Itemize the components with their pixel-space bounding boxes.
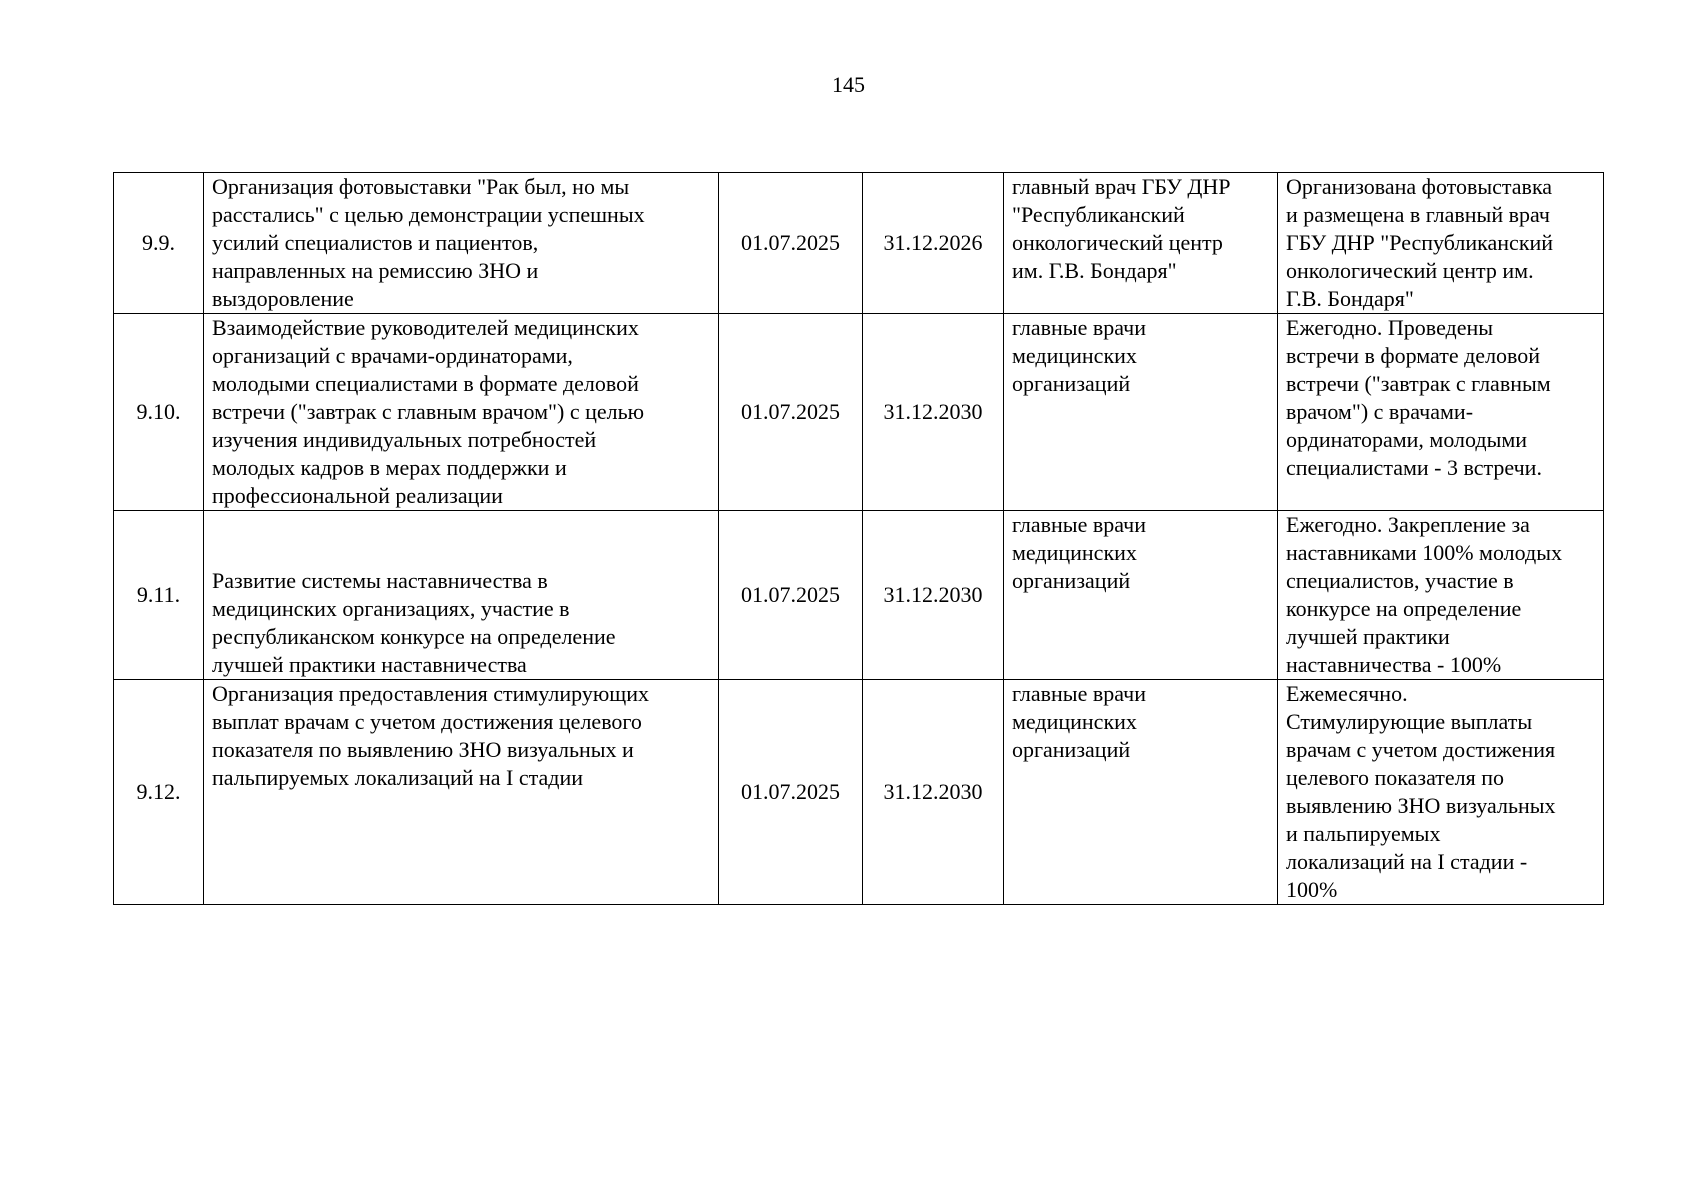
item-number: 9.9. — [114, 173, 204, 314]
expected-result: Ежегодно. Закрепление за наставниками 100% молодых специалистов, участие в конкурсе на определение лучшей практики наставничества - 100% — [1278, 511, 1604, 680]
expected-result: Организована фотовыставка и размещена в главный врач ГБУ ДНР "Республиканский онкологический центр им. Г.В. Бондаря" — [1278, 173, 1604, 314]
start-date: 01.07.2025 — [719, 314, 863, 511]
end-date: 31.12.2030 — [863, 314, 1004, 511]
start-date: 01.07.2025 — [719, 511, 863, 680]
task-description: Взаимодействие руководителей медицинских организаций с врачами-ординаторами, молодыми специалистами в формате деловой встречи ("завтрак с главным врачом") с целью изучения индивидуальных потребностей молодых кадров в мерах поддержки и профессиональной реализации — [204, 314, 719, 511]
task-description: Организация предоставления стимулирующих выплат врачам с учетом достижения целевого показателя по выявлению ЗНО визуальных и пальпируемых локализаций на I стадии — [204, 680, 719, 905]
end-date: 31.12.2030 — [863, 511, 1004, 680]
expected-result: Ежемесячно. Стимулирующие выплаты врачам с учетом достижения целевого показателя по выявлению ЗНО визуальных и пальпируемых локализаций на I стадии - 100% — [1278, 680, 1604, 905]
expected-result: Ежегодно. Проведены встречи в формате деловой встречи ("завтрак с главным врачом") с врачами- ординаторами, молодыми специалистами - 3 встречи. — [1278, 314, 1604, 511]
task-description: Организация фотовыставки "Рак был, но мы расстались" с целью демонстрации успешных усилий специалистов и пациентов, направленных на ремиссию ЗНО и выздоровление — [204, 173, 719, 314]
task-description: Развитие системы наставничества в медицинских организациях, участие в республиканском конкурсе на определение лучшей практики наставничества — [204, 511, 719, 680]
responsible-party: главный врач ГБУ ДНР "Республиканский онкологический центр им. Г.В. Бондаря" — [1004, 173, 1278, 314]
end-date: 31.12.2030 — [863, 680, 1004, 905]
table-row — [114, 680, 1604, 905]
table-row — [114, 173, 1604, 314]
responsible-party: главные врачи медицинских организаций — [1004, 511, 1278, 680]
item-number: 9.10. — [114, 314, 204, 511]
table-row — [114, 314, 1604, 511]
end-date: 31.12.2026 — [863, 173, 1004, 314]
responsible-party: главные врачи медицинских организаций — [1004, 314, 1278, 511]
page-number: 145 — [832, 72, 865, 97]
start-date: 01.07.2025 — [719, 680, 863, 905]
activities-table — [113, 172, 1604, 905]
table-row — [114, 511, 1604, 680]
item-number: 9.12. — [114, 680, 204, 905]
item-number: 9.11. — [114, 511, 204, 680]
responsible-party: главные врачи медицинских организаций — [1004, 680, 1278, 905]
start-date: 01.07.2025 — [719, 173, 863, 314]
